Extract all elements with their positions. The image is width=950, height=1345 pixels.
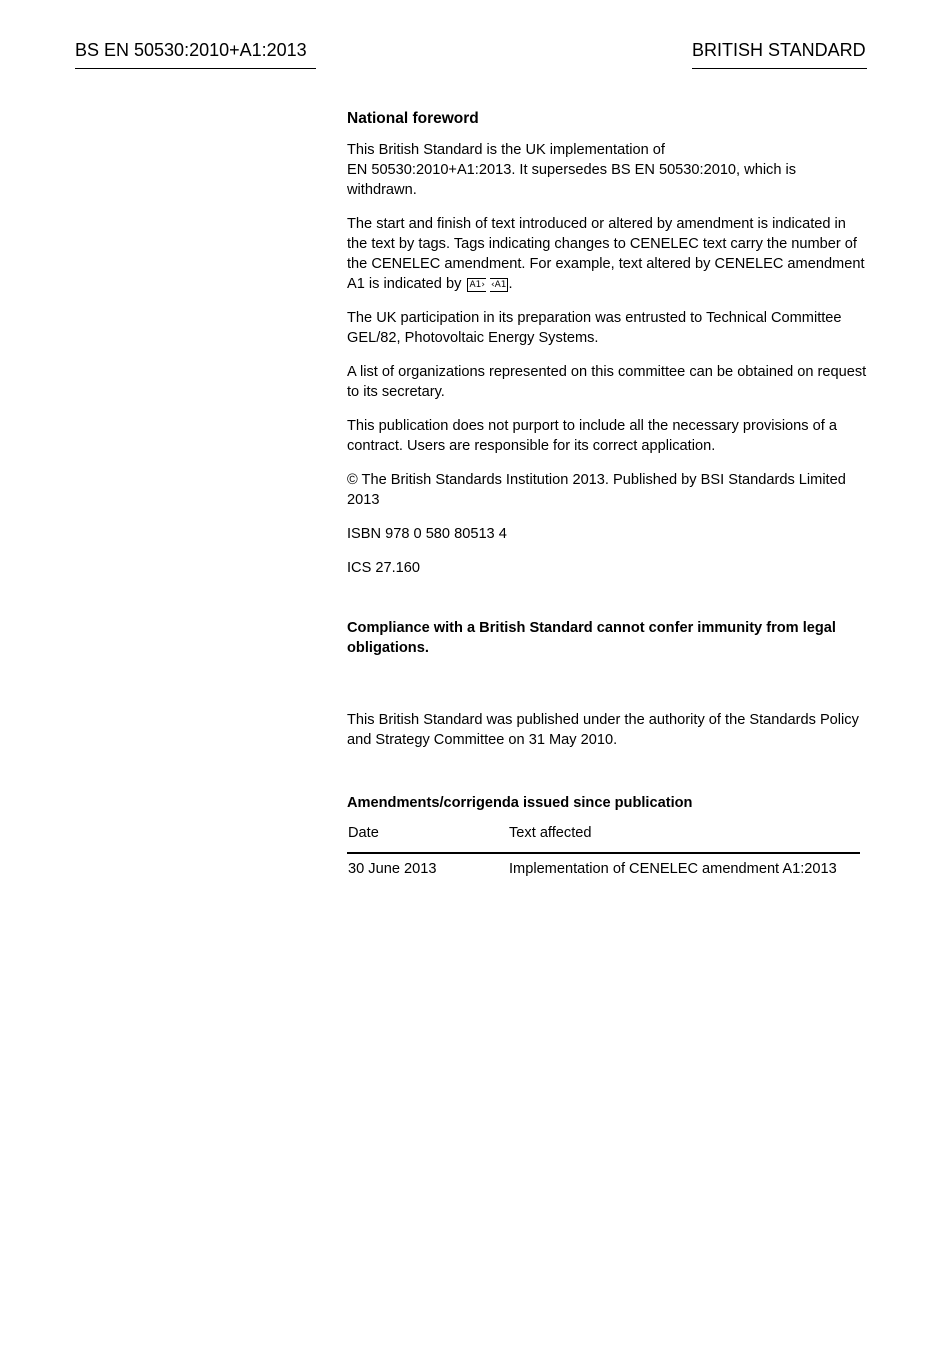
- implementation-line-1: This British Standard is the UK implementation of: [347, 142, 665, 158]
- tags-text-end: .: [508, 276, 513, 292]
- implementation-line-2: EN 50530:2010+A1:2013. It supersedes BS EN 50530:2010, which is withdrawn.: [347, 162, 797, 198]
- ics-code: ICS 27.160: [347, 560, 421, 576]
- document-id: BS EN 50530:2010+A1:2013: [75, 38, 316, 69]
- foreword-paragraph-committee: The UK participation in its preparation was entrusted to Technical Committee GEL/82, Photovoltaic Energy Systems.: [347, 310, 842, 346]
- column-header-date: Date: [348, 825, 379, 841]
- amendment-end-tag-label: A1: [494, 280, 507, 290]
- compliance-notice: Compliance with a British Standard cannot confer immunity from legal obligations.: [347, 620, 836, 656]
- foreword-paragraph-implementation: [347, 140, 867, 200]
- publication-authority: This British Standard was published under the authority of the Standards Policy and Strategy Committee on 31 May 2010.: [347, 712, 859, 748]
- foreword-paragraph-tags: [347, 214, 867, 294]
- column-header-text-affected: Text affected: [509, 825, 592, 841]
- foreword-title: National foreword: [347, 110, 479, 127]
- table-row: [347, 853, 860, 879]
- foreword-section: [347, 108, 867, 879]
- foreword-paragraph-disclaimer: This publication does not purport to include all the necessary provisions of a contract. Users are responsible for its correct application.: [347, 418, 837, 454]
- amendment-date: 30 June 2013: [348, 861, 437, 877]
- amendment-start-tag-label: A1: [469, 280, 482, 290]
- copyright-notice: © The British Standards Institution 2013. Published by BSI Standards Limited 2013: [347, 472, 846, 508]
- isbn-number: ISBN 978 0 580 80513 4: [347, 526, 507, 542]
- amendments-title: Amendments/corrigenda issued since publication: [347, 795, 693, 811]
- foreword-paragraph-organizations: A list of organizations represented on this committee can be obtained on request to its secretary.: [347, 364, 867, 400]
- amendment-text: Implementation of CENELEC amendment A1:2013: [509, 861, 837, 877]
- amendments-header-row: [347, 823, 860, 853]
- amendment-end-tag-icon: ‹A1: [490, 280, 507, 290]
- tags-text: The start and finish of text introduced or altered by amendment is indicated in the text by tags. Tags indicating changes to CENELEC text carry the number of the CENELEC amendment. For example, text altered by CENELEC amendment A1 is indicated by: [347, 216, 865, 292]
- document-type: BRITISH STANDARD: [692, 38, 867, 69]
- amendment-start-tag-icon: A1›: [469, 280, 485, 290]
- amendments-table: [347, 823, 860, 879]
